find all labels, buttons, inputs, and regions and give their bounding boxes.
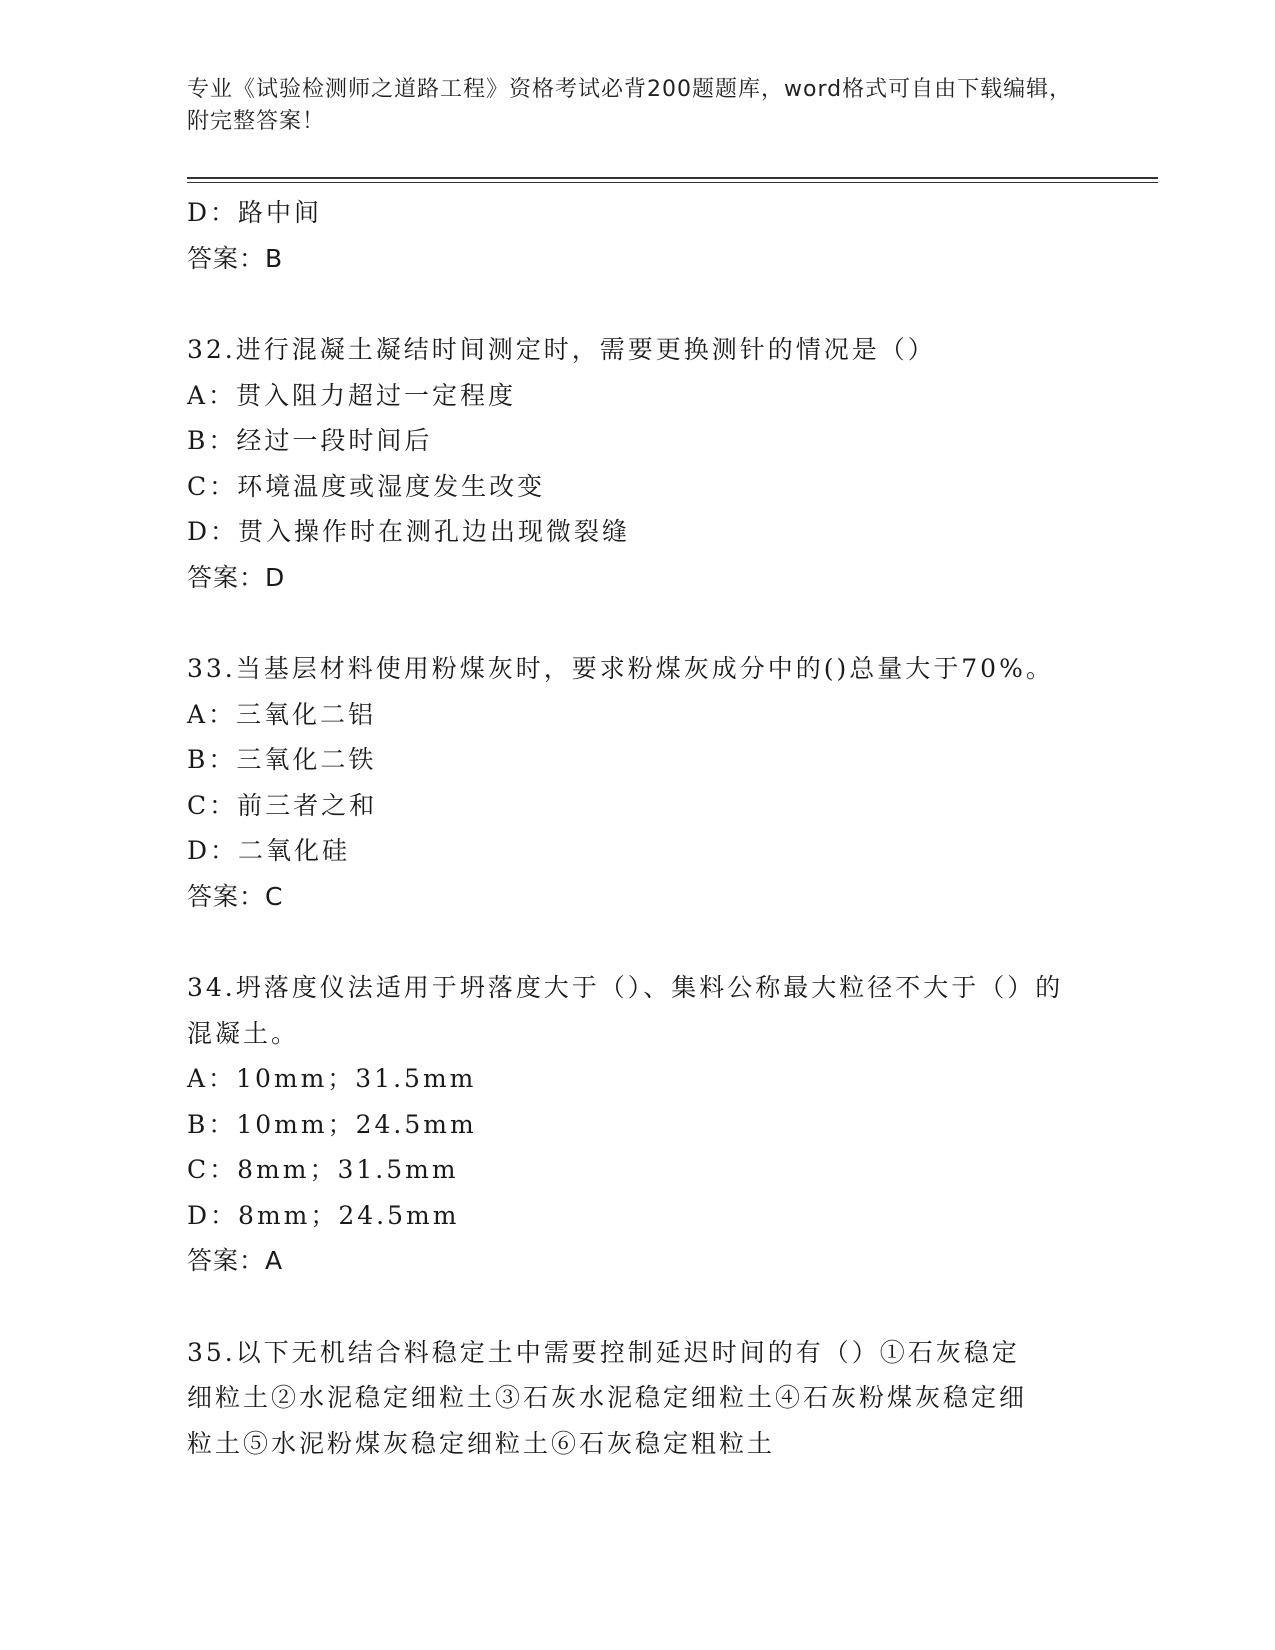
- spacer: [187, 281, 1087, 327]
- question-33-option-d: D：二氧化硅: [187, 836, 351, 865]
- question-32-option-b: B：经过一段时间后: [187, 426, 433, 455]
- question-33-option-b: B：三氧化二铁: [187, 745, 377, 774]
- question-32-option-c: C：环境温度或湿度发生改变: [187, 471, 546, 501]
- header-divider: [187, 177, 1158, 183]
- spacer: [187, 600, 1087, 646]
- question-34-answer: 答案：A: [187, 1246, 284, 1275]
- question-33-option-c: C：前三者之和: [187, 790, 378, 820]
- question-33-stem: 33.当基层材料使用粉煤灰时，要求粉煤灰成分中的()总量大于70%。: [187, 654, 1054, 683]
- question-34-stem: 34.坍落度仪法适用于坍落度大于（）、集料公称最大粒径不大于（）的混凝土。: [187, 973, 1064, 1048]
- question-33-answer: 答案：C: [187, 881, 284, 911]
- question-32-stem: 32.进行混凝土凝结时间测定时，需要更换测针的情况是（）: [187, 335, 936, 364]
- question-35-stem: 35.以下无机结合料稳定土中需要控制延迟时间的有（）①石灰稳定细粒土②水泥稳定细粒土③石灰水泥稳定细粒土④石灰粉煤灰稳定细粒土⑤水泥粉煤灰稳定细粒土⑥石灰稳定粗粒土: [187, 1337, 1028, 1458]
- spacer: [187, 919, 1087, 965]
- document-header: 专业《试验检测师之道路工程》资格考试必背200题题库，word格式可自由下载编辑，附完整答案！: [187, 77, 1073, 134]
- question-34-option-a: A：10mm；31.5mm: [187, 1064, 477, 1093]
- question-34-option-d: D：8mm；24.5mm: [187, 1200, 460, 1230]
- spacer: [187, 1284, 1087, 1330]
- question-34-option-b: B：10mm；24.5mm: [187, 1109, 477, 1139]
- question-32-answer: 答案：D: [187, 562, 286, 592]
- prev-answer: 答案：B: [187, 243, 284, 273]
- question-34-option-c: C：8mm；31.5mm: [187, 1155, 459, 1184]
- question-32-option-a: A：贯入阻力超过一定程度: [187, 380, 517, 410]
- prev-option-d: D：路中间: [187, 198, 323, 227]
- question-33-option-a: A：三氧化二铝: [187, 699, 377, 729]
- question-content: [187, 190, 1087, 1466]
- question-32-option-d: D：贯入操作时在测孔边出现微裂缝: [187, 517, 631, 546]
